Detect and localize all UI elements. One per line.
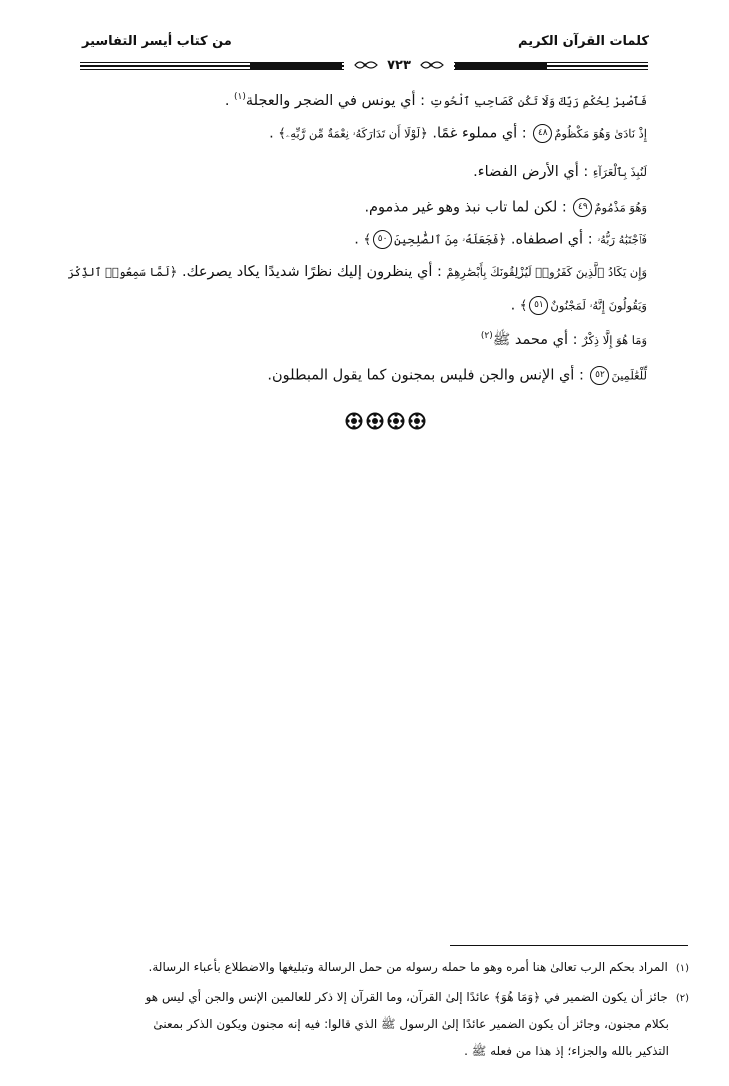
- footnote-separator: [450, 945, 688, 946]
- separator: :: [432, 264, 447, 280]
- gloss-entry: [225, 92, 647, 109]
- verse-text: وَيَقُولُونَ إِنَّهُۥ لَمَجْنُونٌ: [550, 298, 647, 313]
- footnote-text: التذكير بالله والجزاء؛ إذ هذا من فعله ﷺ .: [464, 1044, 669, 1058]
- quote-open-bracket: ﴿: [498, 232, 507, 248]
- explanation-text: أي الأرض الفضاء.: [473, 164, 579, 180]
- quote-close-bracket: ﴾: [363, 232, 372, 248]
- explanation-text: لكن لما تاب نبذ وهو غير مذموم.: [364, 199, 558, 216]
- footnote: [149, 960, 689, 974]
- footnote: [146, 990, 689, 1004]
- verse-text: فَٱصْبِرْ لِحُكْمِ رَبِّكَ وَلَا تَكُن كَصَاحِبِ ٱلْحُوتِ: [429, 93, 647, 108]
- verse-text: وَإِن يَكَادُ ٱلَّذِينَ كَفَرُوا۟ لَيُزْلِقُونَكَ بِأَبْصَٰرِهِمْ: [446, 265, 647, 279]
- entry-tail: .: [510, 297, 520, 314]
- running-title-right: كلمات القرآن الكريم: [518, 34, 649, 49]
- gloss-entry: [354, 230, 647, 249]
- quoted-verse: لَمَّا سَمِعُوا۟ ٱلذِّكْرَ: [67, 265, 170, 279]
- verse-number-icon: ٥٢: [590, 366, 609, 385]
- flower-icon: [387, 412, 405, 430]
- separator: :: [574, 367, 589, 384]
- flower-icon: [345, 412, 363, 430]
- footnote-text: المراد بحكم الرب تعالىٰ هنا أمره وهو ما حمله رسوله من حمل الرسالة وتبليغها والاضطلاع بأعباء الرسالة.: [148, 960, 668, 974]
- explanation-text: أي محمد ﷺ: [492, 332, 568, 348]
- footnote-number: (١): [675, 963, 689, 974]
- explanation-text: أي اصطفاه.: [510, 231, 584, 248]
- explanation-text: أي يونس في الضجر والعجلة: [245, 92, 416, 109]
- gloss-entry: [269, 124, 647, 143]
- separator: :: [415, 92, 430, 109]
- flower-icon: [408, 412, 426, 430]
- header-rule-thick-right: [455, 62, 547, 70]
- page-number-block: [344, 54, 454, 76]
- entry-tail: .: [269, 125, 279, 142]
- quote-close-bracket: ﴾: [519, 298, 528, 314]
- separator: :: [568, 332, 583, 348]
- quoted-verse: فَجَعَلَهُۥ مِنَ ٱلصَّٰلِحِينَ: [394, 232, 499, 247]
- explanation-text: أي مملوء غمًا.: [432, 125, 518, 142]
- verse-text: إِذْ نَادَىٰ وَهُوَ مَكْظُومٌ: [554, 126, 647, 141]
- verse-text: وَمَا هُوَ إِلَّا ذِكْرٌ: [582, 333, 647, 347]
- footnote-text: جائز أن يكون الضمير في ﴿وَمَا هُوَ﴾ عائدًا إلىٰ القرآن، وما القرآن إلا ذكر للعالمين الإنس والجن أي ليس هو: [145, 990, 668, 1004]
- explanation-text: أي ينظرون إليك نظرًا شديدًا يكاد يصرعك.: [182, 264, 433, 280]
- header-rule-thick-left: [250, 62, 342, 70]
- ornament-left-icon: [353, 58, 379, 72]
- flower-icon: [366, 412, 384, 430]
- entry-tail: .: [354, 231, 364, 248]
- gloss-entry: [267, 366, 647, 385]
- separator: :: [517, 125, 532, 142]
- quote-open-bracket: ﴿: [420, 126, 428, 142]
- entry-tail: .: [224, 92, 235, 109]
- verse-number-icon: ٥١: [529, 296, 548, 315]
- separator: :: [578, 164, 593, 180]
- footnote-ref: (١): [234, 92, 246, 102]
- verse-text: لَنُبِذَ بِٱلْعَرَآءِ: [592, 165, 647, 179]
- page-number: ٧٢٣: [387, 57, 411, 73]
- gloss-entry: [68, 264, 647, 280]
- footnote-continuation: [464, 1044, 669, 1061]
- explanation-text: أي الإنس والجن فليس بمجنون كما يقول المبطلون.: [267, 367, 575, 384]
- verse-number-icon: ٤٨: [533, 124, 552, 143]
- gloss-entry-continuation: [511, 296, 647, 315]
- footnote-number: (٢): [675, 993, 689, 1004]
- verse-number-icon: ٤٩: [573, 198, 592, 217]
- running-title-left: من كتاب أيسر التفاسير: [82, 34, 232, 49]
- gloss-entry: [364, 198, 647, 217]
- verse-text: لِّلْعَٰلَمِينَ: [611, 368, 647, 383]
- verse-text: فَٱجْتَبَٰهُ رَبُّهُۥ: [597, 232, 647, 247]
- gloss-entry: [481, 331, 647, 352]
- gloss-entry: [473, 164, 647, 180]
- quoted-verse: لَوْلَا أَن تَدَارَكَهُۥ نِعْمَةٌ مِّن رَّبِّهِۦ: [285, 126, 421, 141]
- separator: :: [557, 199, 572, 216]
- footnote-continuation: [153, 1017, 669, 1034]
- separator: :: [583, 231, 598, 248]
- section-end-ornament: [345, 412, 426, 430]
- verse-number-icon: ٥٠: [373, 230, 392, 249]
- footnote-ref: (٢): [480, 331, 493, 342]
- quote-open-bracket: ﴿: [169, 265, 178, 280]
- footnote-text: بكلام مجنون، وجائز أن يكون الضمير عائدًا إلىٰ الرسول ﷺ الذي قالوا: فيه إنه مجنون ويكون الذكر بمعنىٰ: [153, 1017, 669, 1031]
- verse-text: وَهُوَ مَذْمُومٌ: [594, 200, 647, 215]
- ornament-right-icon: [419, 58, 445, 72]
- quote-close-bracket: ﴾: [278, 126, 286, 142]
